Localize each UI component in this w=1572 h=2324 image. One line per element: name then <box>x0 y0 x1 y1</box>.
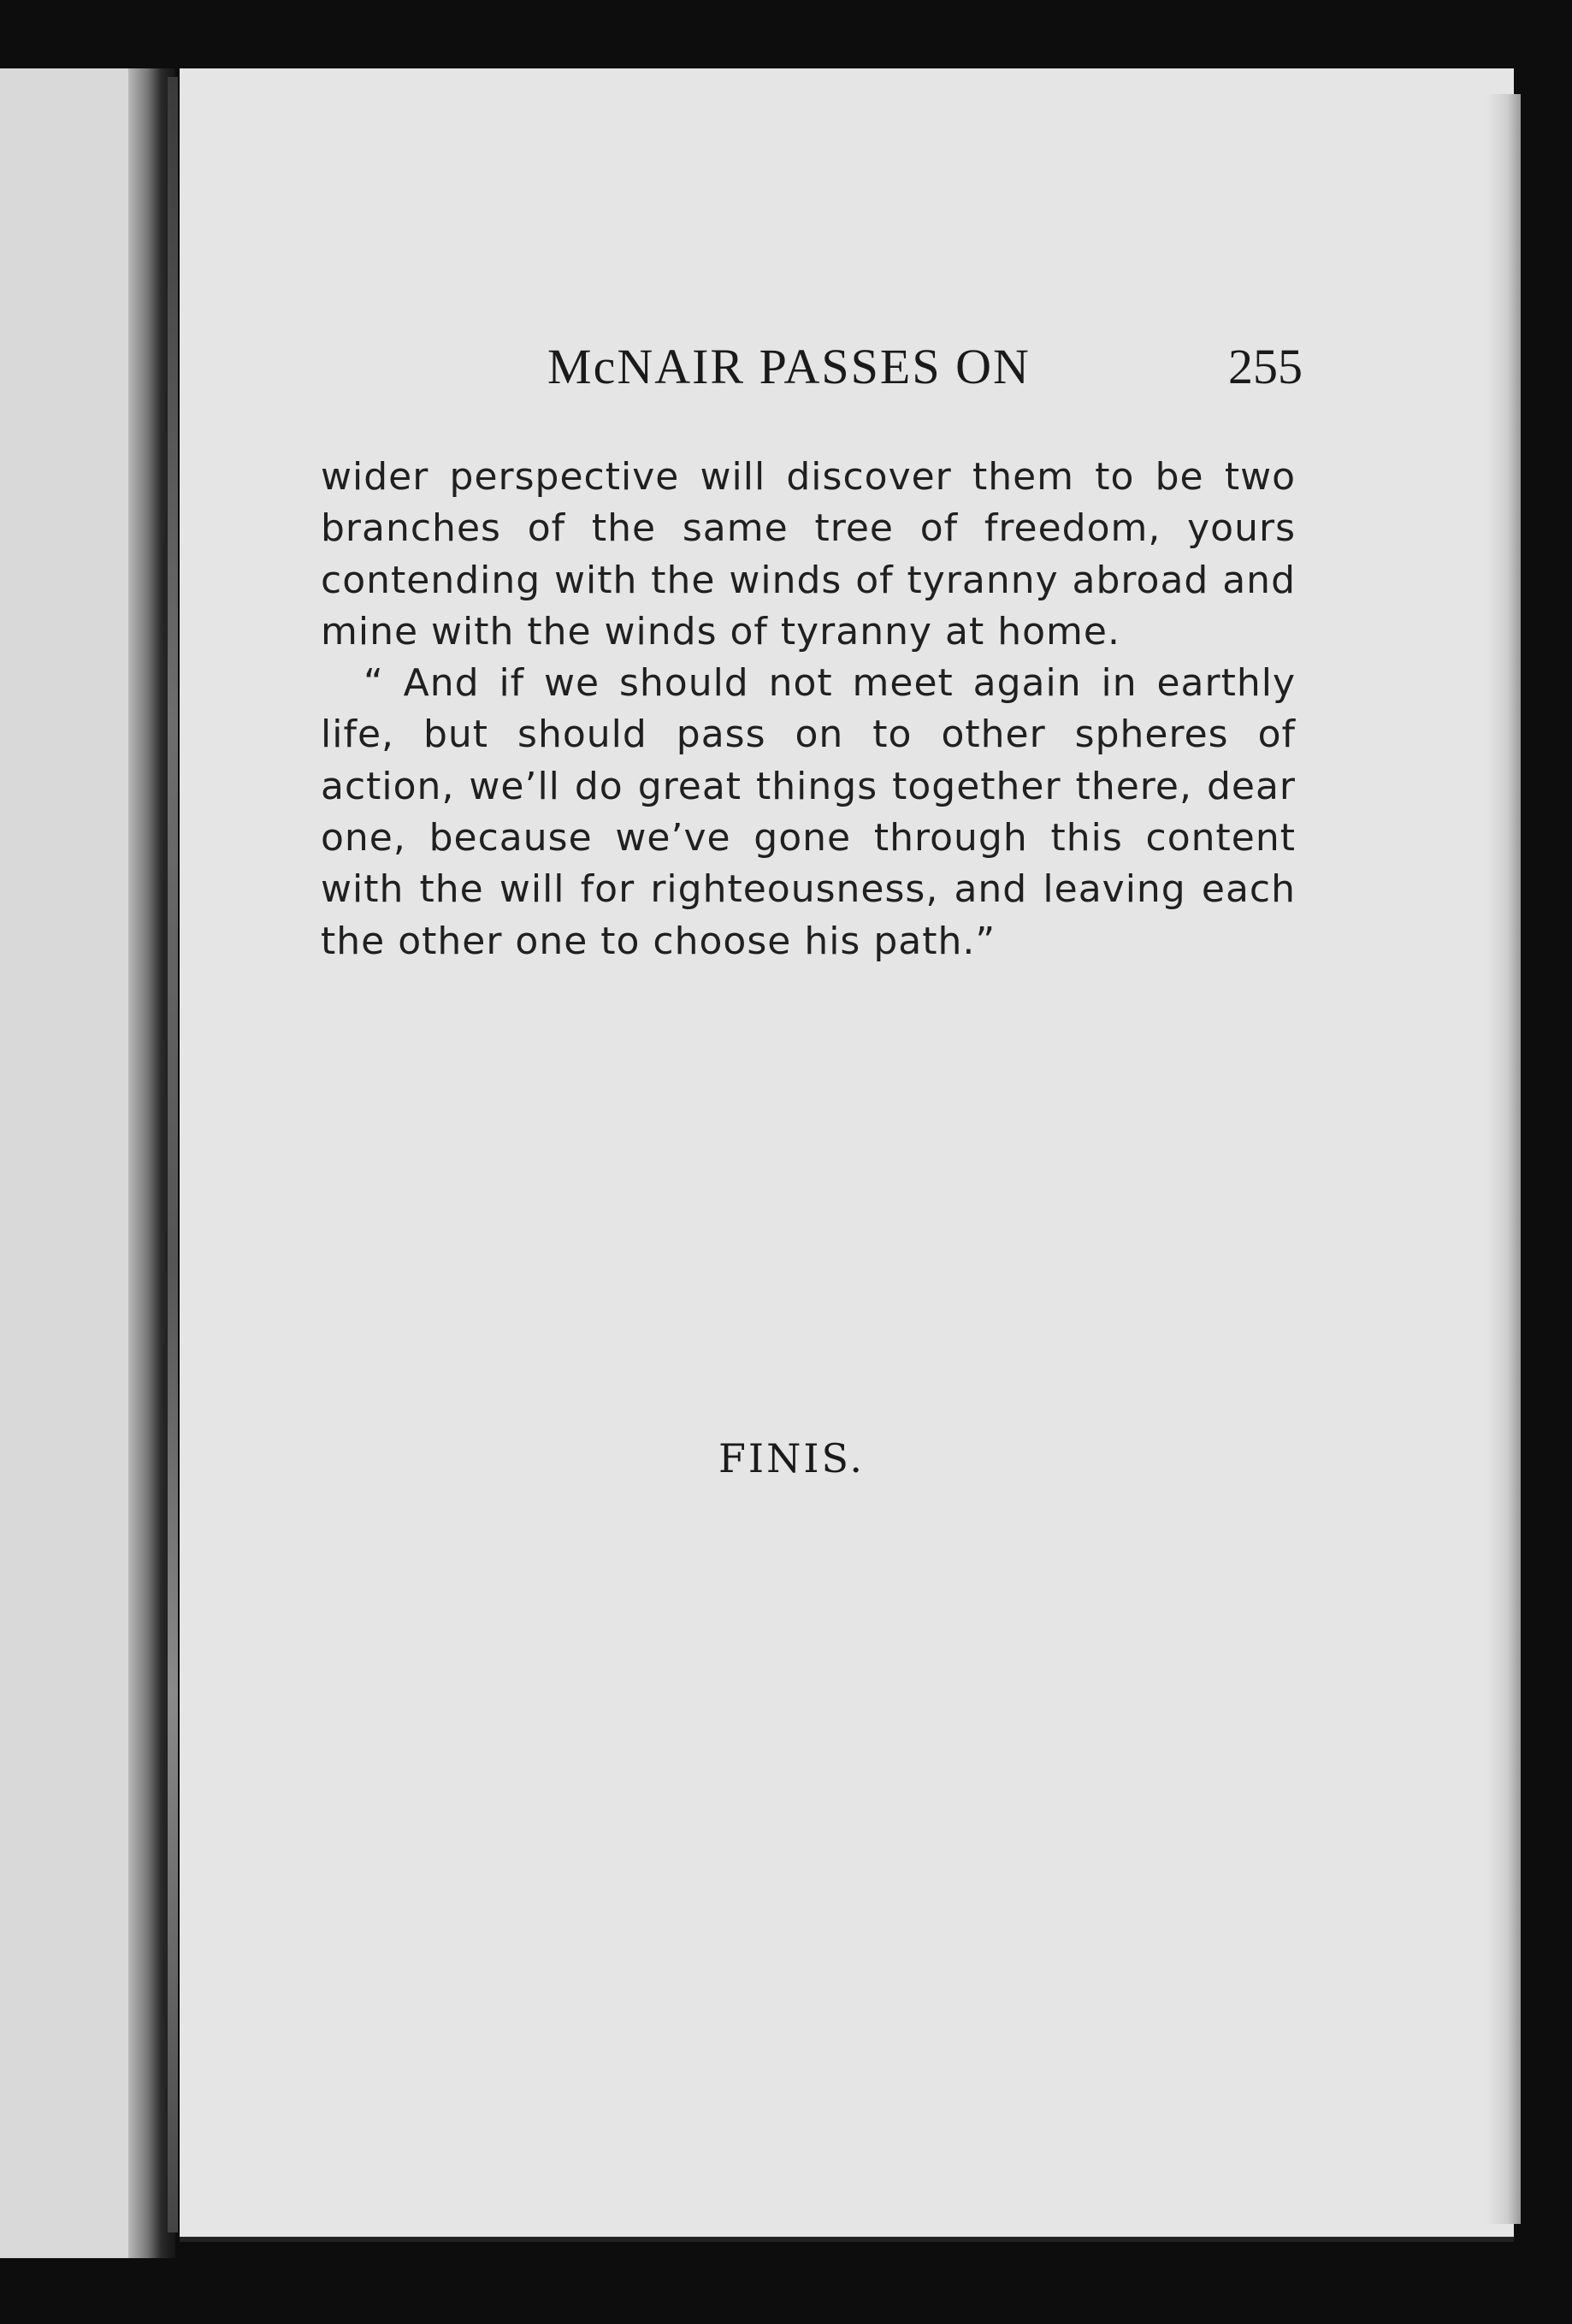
page-number: 255 <box>1228 339 1303 394</box>
page-right-edge <box>1486 94 1521 2224</box>
paragraph: “ And if we should not meet again in earthly life, but should pass on to other spheres of action, we’ll do great things together there, dear one, because we’ve gone through this content with the will for righteousness, and leaving each the other one to choose his path.” <box>321 661 1296 963</box>
book-spine <box>168 77 178 2232</box>
facing-page-edge <box>0 68 150 2258</box>
running-head: McNAIR PASSES ON <box>547 339 1031 394</box>
body-text <box>321 452 1296 967</box>
paragraph: wider perspective will discover them to be two branches of the same tree of freedom, yours contending with the winds of tyranny abroad and mine with the winds of tyranny at home. <box>321 455 1296 653</box>
closing-finis: FINIS. <box>718 1435 866 1481</box>
